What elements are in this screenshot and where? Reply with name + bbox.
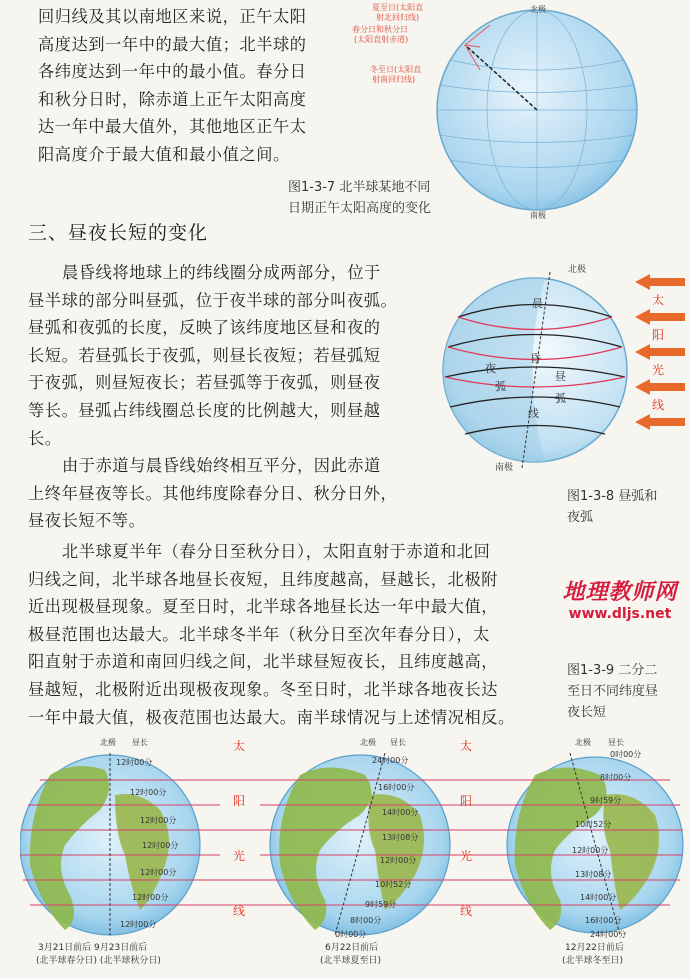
hour-label: 10时52分	[575, 820, 612, 829]
line: 阳直射于赤道和南回归线之间，北半球昼短夜长，且纬度越高，	[28, 652, 499, 672]
south-pole-label: 南极	[495, 463, 514, 473]
hour-label: 12时00分	[120, 920, 157, 929]
line: 长短。若昼弧长于夜弧，则昼长夜短；若昼弧短	[28, 345, 381, 365]
watermark-url: www.dljs.net	[568, 606, 672, 622]
sunlight-label: 太	[652, 293, 665, 307]
hour-label: 24时00分	[590, 930, 627, 939]
hour-label: 0时00分	[335, 930, 367, 939]
caption-line: 图1-3-9 二分二	[567, 663, 658, 678]
hour-label: 12时00分	[116, 758, 153, 767]
line: 昼越短，北极附近出现极夜现象。冬至日时，北半球各地夜长达	[28, 679, 499, 699]
line: 高度达到一年中的最大值；北半球的	[38, 34, 307, 54]
line: 一年中最大值，极夜范围也达最大。南半球情况与上述情况相反。	[28, 707, 515, 727]
line: 和秋分日时，除赤道上正午太阳高度	[38, 89, 307, 109]
hour-label: 9时59分	[590, 796, 622, 805]
arc-label: 昏	[530, 352, 541, 365]
sun-ray-label: 光	[460, 849, 473, 863]
figure-1-3-8-caption	[567, 486, 687, 528]
hour-label: 14时00分	[382, 808, 419, 817]
watermark	[555, 575, 685, 622]
globe-equinox	[20, 753, 220, 935]
sun-ray-label: 线	[233, 904, 246, 918]
hour-label: 0时00分	[610, 750, 642, 759]
hour-label: 14时00分	[580, 893, 617, 902]
line: 长。	[28, 428, 62, 448]
figure-1-3-9-caption	[567, 660, 687, 723]
caption-line: 图1-3-7 北半球某地不同	[288, 180, 431, 195]
figure-1-3-8-globe	[440, 262, 690, 482]
line: 阳高度介于最大值和最小值之间。	[38, 144, 290, 164]
north-pole-label: 北极	[575, 738, 591, 747]
line: 昼半球的部分叫昼弧，位于夜半球的部分叫夜弧。	[28, 290, 398, 310]
hour-label: 16时00分	[378, 783, 415, 792]
day-length-label: 昼长	[132, 738, 148, 747]
sun-ray-label: 线	[460, 904, 473, 918]
hour-label: 8时00分	[600, 773, 632, 782]
ray-label-summer: 夏至日(太阳直	[372, 3, 424, 12]
hour-label: 12时00分	[140, 816, 177, 825]
hour-label: 12时00分	[380, 856, 417, 865]
date-label: 12月22日前后	[565, 943, 624, 953]
line: 晨昏线将地球上的纬线圈分成两部分，位于	[62, 263, 381, 282]
line: 由于赤道与晨昏线始终相互平分，因此赤道	[62, 456, 381, 476]
sun-ray-label: 光	[233, 849, 246, 863]
hour-label: 8时00分	[350, 916, 382, 925]
sun-ray-label: 太	[460, 739, 473, 753]
hour-label: 16时00分	[585, 916, 622, 925]
north-pole-label: 北极	[360, 738, 376, 747]
ray-label-winter: 冬至日(太阳直	[370, 65, 422, 74]
arc-label: 昼	[555, 370, 566, 383]
globe-winter	[480, 753, 683, 935]
hour-label: 10时52分	[375, 880, 412, 889]
ray-label-summer-2: 射北回归线)	[376, 13, 420, 22]
north-pole-label: 北极	[100, 738, 116, 747]
hour-label: 12时00分	[142, 841, 179, 850]
line: 极昼范围也达最大。北半球冬半年（秋分日至次年春分日），太	[28, 624, 490, 644]
sunlight-label: 阳	[652, 328, 665, 342]
caption-line: 夜长短	[567, 705, 607, 720]
hour-label: 12时00分	[140, 868, 177, 877]
bottom-paragraph	[28, 538, 553, 731]
ray-label-winter-2: 射南回归线)	[372, 75, 416, 84]
mid-paragraph	[28, 259, 448, 535]
sunlight-label: 光	[652, 363, 665, 377]
season-label: (北半球冬至日)	[562, 956, 624, 966]
line: 上终年昼夜等长。其他纬度除春分日、秋分日外，	[28, 483, 398, 503]
hour-label: 13时08分	[575, 870, 612, 879]
sun-ray-label: 阳	[460, 794, 473, 808]
sun-ray-label: 太	[233, 739, 246, 753]
hour-label: 12时00分	[130, 788, 167, 797]
arc-label: 线	[528, 407, 539, 420]
ray-label-equinox-2: (太阳直射赤道)	[354, 35, 409, 44]
line: 昼夜长短不等。	[28, 511, 146, 531]
line: 回归线及其以南地区来说，正午太阳	[38, 7, 307, 26]
watermark-title: 地理教师网	[562, 580, 678, 605]
caption-line: 日期正午太阳高度的变化	[288, 201, 432, 216]
arc-label: 弧	[495, 380, 506, 393]
section-heading: 三、昼夜长短的变化	[28, 222, 209, 244]
season-label: (北半球春分日) (北半球秋分日)	[36, 956, 161, 966]
arc-label: 晨	[532, 297, 543, 310]
arc-label: 夜	[485, 362, 496, 375]
sun-ray-label: 阳	[233, 794, 246, 808]
caption-line: 至日不同纬度昼	[567, 684, 659, 699]
caption-line: 图1-3-8 昼弧和	[567, 489, 658, 504]
date-label: 3月21日前后 9月23日前后	[38, 943, 148, 953]
south-pole-label: 南极	[530, 211, 546, 220]
line: 北半球夏半年（春分日至秋分日），太阳直射于赤道和北回	[62, 542, 491, 561]
figure-1-3-9-globes	[20, 735, 685, 975]
north-pole-label: 北极	[530, 5, 546, 14]
line: 等长。昼弧占纬线圈总长度的比例越大，则昼越	[28, 400, 381, 420]
hour-label: 12时00分	[132, 893, 169, 902]
line: 达一年中最大值外，其他地区正午太	[38, 117, 307, 137]
arc-label: 弧	[555, 392, 566, 405]
day-length-label: 昼长	[608, 738, 624, 747]
line: 于夜弧，则昼短夜长；若昼弧等于夜弧，则昼夜	[28, 373, 381, 393]
line: 归线之间，北半球各地昼长夜短，且纬度越高，昼越长，北极附	[28, 569, 499, 589]
sunlight-label: 线	[652, 398, 665, 412]
season-label: (北半球夏至日)	[320, 956, 382, 966]
line: 各纬度达到一年中的最小值。春分日	[38, 62, 307, 82]
hour-label: 24时00分	[372, 756, 409, 765]
day-length-label: 昼长	[390, 738, 406, 747]
north-pole-label: 北极	[568, 265, 587, 275]
ray-label-equinox: 春分日和秋分日	[352, 25, 408, 34]
hour-label: 9时59分	[365, 900, 397, 909]
caption-line: 夜弧	[567, 510, 594, 525]
line: 近出现极昼现象。夏至日时，北半球各地昼长达一年中最大值，	[28, 597, 499, 617]
top-paragraph	[38, 3, 338, 169]
hour-label: 13时08分	[382, 833, 419, 842]
figure-1-3-7-caption	[288, 177, 488, 219]
hour-label: 12时00分	[572, 846, 609, 855]
line: 昼弧和夜弧的长度，反映了该纬度地区昼和夜的	[28, 318, 381, 338]
date-label: 6月22日前后	[325, 943, 379, 953]
